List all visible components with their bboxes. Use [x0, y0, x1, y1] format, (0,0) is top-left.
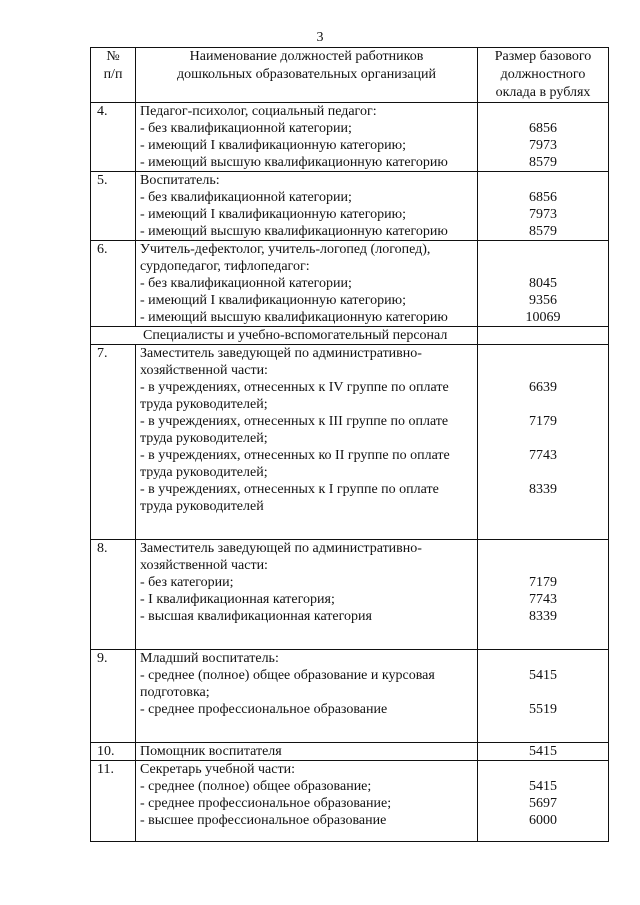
position-line: - в учреждениях, отнесенных к IV группе по оплате	[140, 380, 449, 395]
salary-value: 7179	[529, 575, 557, 590]
position-line: - в учреждениях, отнесенных к III группе по оплате	[140, 414, 449, 429]
row-number	[91, 103, 136, 172]
salary-value	[478, 540, 608, 557]
header-position-column	[136, 48, 478, 103]
table-section-row	[91, 327, 609, 345]
row-number-text: 6.	[97, 242, 108, 257]
row-number	[91, 761, 136, 842]
row-number-text: 4.	[97, 104, 108, 119]
table-row	[91, 103, 609, 172]
position-name	[136, 172, 478, 241]
salary-value	[478, 258, 608, 275]
salary-value	[478, 103, 608, 120]
position-line: подготовка;	[140, 685, 210, 700]
salary-value: 6856	[529, 190, 557, 205]
salary-value: 5519	[529, 702, 557, 717]
section-heading	[91, 327, 478, 345]
position-line: - среднее (полное) общее образование и курсовая	[140, 668, 435, 683]
row-number	[91, 743, 136, 761]
row-number-text: 9.	[97, 651, 108, 666]
salary-value: 7973	[529, 207, 557, 222]
table-row	[91, 241, 609, 327]
salary-value	[478, 498, 608, 515]
salary-value-cell	[478, 761, 609, 842]
header-line: должностного	[500, 67, 586, 82]
salary-value: 7973	[529, 138, 557, 153]
row-spacer	[140, 829, 477, 841]
salary-value: 6000	[529, 813, 557, 828]
position-line: - имеющий высшую квалификационную категорию	[140, 310, 448, 325]
position-line: Помощник воспитателя	[140, 744, 282, 759]
table-row	[91, 743, 609, 761]
row-spacer	[478, 515, 608, 539]
position-line: Воспитатель:	[140, 173, 220, 188]
salary-value: 7743	[529, 592, 557, 607]
salary-value: 5415	[529, 744, 557, 759]
position-name	[136, 650, 478, 743]
salary-value	[478, 761, 608, 778]
position-line: - без квалификационной категории;	[140, 276, 352, 291]
position-line: - в учреждениях, отнесенных ко II группе по оплате	[140, 448, 450, 463]
position-line: Младший воспитатель:	[140, 651, 279, 666]
position-line: хозяйственной части:	[140, 363, 268, 378]
position-line: - имеющий высшую квалификационную категорию	[140, 155, 448, 170]
header-line: Наименование должностей работников	[189, 49, 424, 64]
salary-value-cell	[478, 172, 609, 241]
position-line: труда руководителей;	[140, 397, 268, 412]
row-spacer	[140, 625, 477, 649]
page-number: 3	[316, 30, 324, 45]
position-line: - без квалификационной категории;	[140, 190, 352, 205]
position-line: - среднее профессиональное образование	[140, 702, 388, 717]
row-number	[91, 172, 136, 241]
salary-table	[90, 47, 609, 842]
position-line: - среднее профессиональное образование;	[140, 796, 392, 811]
position-line: - высшее профессиональное образование	[140, 813, 387, 828]
position-name	[136, 540, 478, 650]
salary-value	[478, 650, 608, 667]
salary-value: 8339	[529, 482, 557, 497]
salary-value: 7743	[529, 448, 557, 463]
salary-value-cell	[478, 743, 609, 761]
salary-value	[478, 464, 608, 481]
position-line: Заместитель заведующей по административно-	[140, 346, 422, 361]
salary-value	[478, 362, 608, 379]
position-line: труда руководителей;	[140, 431, 268, 446]
salary-value-cell	[478, 540, 609, 650]
header-line: №	[106, 49, 120, 64]
row-number	[91, 540, 136, 650]
position-line: Учитель-дефектолог, учитель-логопед (логопед),	[140, 242, 431, 257]
salary-value-cell	[478, 103, 609, 172]
salary-value-cell	[478, 345, 609, 540]
position-line: Заместитель заведующей по административно-	[140, 541, 422, 556]
salary-value: 8339	[529, 609, 557, 624]
position-line: - имеющий I квалификационную категорию;	[140, 293, 406, 308]
row-spacer	[140, 718, 477, 742]
row-spacer	[478, 829, 608, 841]
salary-value: 5415	[529, 779, 557, 794]
row-number-text: 5.	[97, 173, 108, 188]
salary-value-cell	[478, 241, 609, 327]
position-line: - среднее (полное) общее образование;	[140, 779, 372, 794]
position-line: труда руководителей;	[140, 465, 268, 480]
position-name	[136, 241, 478, 327]
salary-value	[478, 241, 608, 258]
row-number-text: 7.	[97, 346, 108, 361]
position-name	[136, 345, 478, 540]
row-number-text: 10.	[97, 744, 115, 759]
row-number-text: 8.	[97, 541, 108, 556]
row-spacer	[140, 515, 477, 539]
salary-value: 8045	[529, 276, 557, 291]
salary-value: 8579	[529, 155, 557, 170]
position-line: - имеющий I квалификационную категорию;	[140, 207, 406, 222]
salary-value	[478, 430, 608, 447]
position-line: - I квалификационная категория;	[140, 592, 335, 607]
header-line: оклада в рублях	[495, 85, 591, 100]
salary-value	[478, 172, 608, 189]
salary-value: 8579	[529, 224, 557, 239]
salary-value: 5415	[529, 668, 557, 683]
section-salary-cell	[478, 327, 609, 345]
table-header-row	[91, 48, 609, 103]
position-line: - в учреждениях, отнесенных к I группе по оплате	[140, 482, 439, 497]
salary-value: 7179	[529, 414, 557, 429]
salary-value: 6856	[529, 121, 557, 136]
salary-value	[478, 345, 608, 362]
position-line: сурдопедагог, тифлопедагог:	[140, 259, 310, 274]
header-salary-column	[478, 48, 609, 103]
position-line: - без категории;	[140, 575, 234, 590]
header-line: дошкольных образовательных организаций	[177, 67, 436, 82]
position-name	[136, 743, 478, 761]
salary-value	[478, 557, 608, 574]
salary-value	[478, 684, 608, 701]
position-line: Педагог-психолог, социальный педагог:	[140, 104, 377, 119]
salary-value	[478, 396, 608, 413]
table-row	[91, 172, 609, 241]
row-number	[91, 650, 136, 743]
position-line: - без квалификационной категории;	[140, 121, 352, 136]
position-line: Секретарь учебной части:	[140, 762, 295, 777]
salary-value-cell	[478, 650, 609, 743]
table-body	[91, 103, 609, 842]
section-heading-text: Специалисты и учебно-вспомогательный персонал	[143, 328, 448, 343]
row-number	[91, 241, 136, 327]
position-line: - имеющий I квалификационную категорию;	[140, 138, 406, 153]
header-line: п/п	[103, 67, 123, 82]
salary-value: 5697	[529, 796, 557, 811]
row-spacer	[478, 718, 608, 742]
salary-value: 10069	[525, 310, 561, 325]
position-line: труда руководителей	[140, 499, 264, 514]
position-line: - высшая квалификационная категория	[140, 609, 372, 624]
position-name	[136, 761, 478, 842]
salary-value: 6639	[529, 380, 557, 395]
salary-value: 9356	[529, 293, 557, 308]
row-spacer	[478, 625, 608, 649]
header-line: Размер базового	[494, 49, 592, 64]
position-line: - имеющий высшую квалификационную категорию	[140, 224, 448, 239]
position-name	[136, 103, 478, 172]
row-number	[91, 345, 136, 540]
header-number-column	[91, 48, 136, 103]
table-row	[91, 345, 609, 540]
table-row	[91, 650, 609, 743]
table-row	[91, 540, 609, 650]
position-line: хозяйственной части:	[140, 558, 268, 573]
table-row	[91, 761, 609, 842]
row-number-text: 11.	[97, 762, 114, 777]
